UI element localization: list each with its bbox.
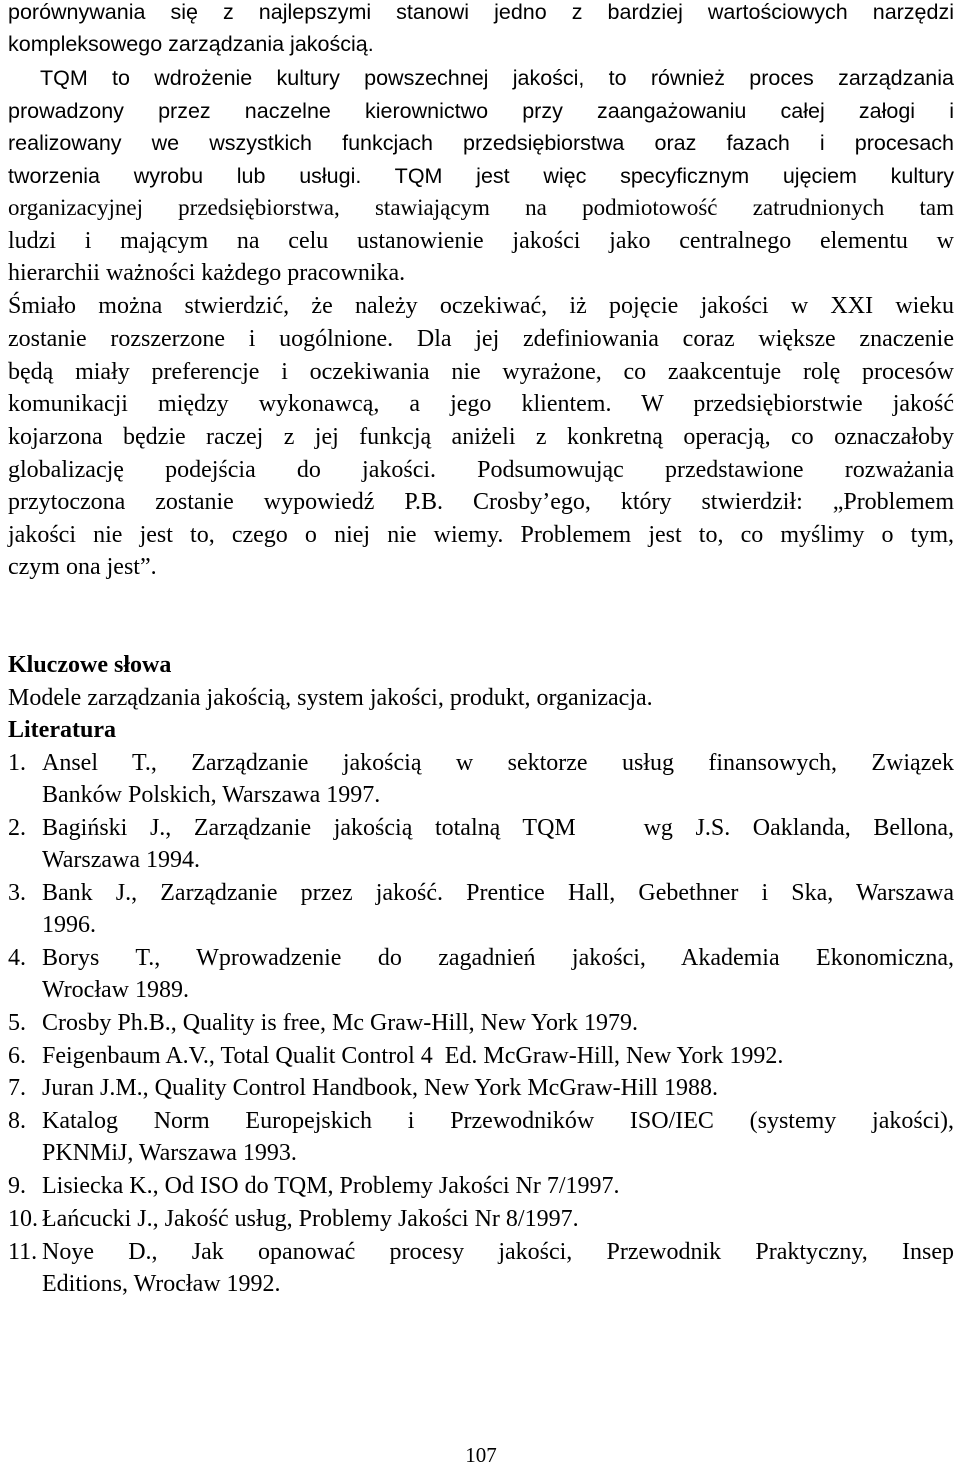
reference-number: 8. — [8, 1108, 26, 1134]
reference-number: 3. — [8, 880, 26, 906]
reference-line: Noye D., Jak opanować procesy jakości, Przewodnik Praktyczny, Insep — [42, 1239, 954, 1265]
reference-number: 7. — [8, 1075, 26, 1101]
reference-number: 11. — [8, 1239, 38, 1265]
text-line: Śmiało można stwierdzić, że należy oczekiwać, iż pojęcie jakości w XXI wieku — [8, 293, 954, 319]
text-line: TQM to wdrożenie kultury powszechnej jakości, to również proces zarządzania — [40, 66, 954, 90]
text-line: jakości nie jest to, czego o niej nie wiemy. Problemem jest to, co myślimy o tym, — [8, 522, 954, 548]
reference-line: Warszawa 1994. — [42, 847, 201, 873]
reference-line: Banków Polskich, Warszawa 1997. — [42, 782, 381, 808]
reference-number: 1. — [8, 750, 26, 776]
reference-line: Bank J., Zarządzanie przez jakość. Prentice Hall, Gebethner i Ska, Warszawa — [42, 880, 954, 906]
reference-line: Łańcucki J., Jakość usług, Problemy Jakości Nr 8/1997. — [42, 1206, 579, 1232]
reference-line: 1996. — [42, 912, 96, 938]
keywords-heading: Kluczowe słowa — [8, 652, 172, 678]
reference-line: Wrocław 1989. — [42, 977, 189, 1003]
text-line: czym ona jest”. — [8, 554, 157, 580]
text-line: ludzi i mającym na celu ustanowienie jakości jako centralnego elementu w — [8, 228, 954, 254]
text-line: kompleksowego zarządzania jakością. — [8, 32, 374, 56]
text-line: będą miały preferencje i oczekiwania nie wyrażone, co zaakcentuje rolę procesów — [8, 359, 954, 385]
text-line: prowadzony przez naczelne kierownictwo przy zaangażowaniu całej załogi i — [8, 99, 954, 123]
text-line: kojarzona będzie raczej z jej funkcją aniżeli z konkretną operacją, co oznaczałoby — [8, 424, 954, 450]
reference-number: 2. — [8, 815, 26, 841]
reference-number: 5. — [8, 1010, 26, 1036]
reference-line: Lisiecka K., Od ISO do TQM, Problemy Jakości Nr 7/1997. — [42, 1173, 620, 1199]
text-line: realizowany we wszystkich funkcjach przedsiębiorstwa oraz fazach i procesach — [8, 131, 954, 155]
keywords-text: Modele zarządzania jakością, system jakości, produkt, organizacja. — [8, 685, 653, 711]
text-line: porównywania się z najlepszymi stanowi jedno z bardziej wartościowych narzędzi — [8, 0, 954, 24]
reference-number: 9. — [8, 1173, 26, 1199]
reference-line: Crosby Ph.B., Quality is free, Mc Graw-Hill, New York 1979. — [42, 1010, 638, 1036]
reference-line: Juran J.M., Quality Control Handbook, New York McGraw-Hill 1988. — [42, 1075, 718, 1101]
text-line: komunikacji między wykonawcą, a jego klientem. W przedsiębiorstwie jakość — [8, 391, 954, 417]
text-line: zostanie rozszerzone i uogólnione. Dla jej zdefiniowania coraz większe znaczenie — [8, 326, 954, 352]
reference-number: 4. — [8, 945, 26, 971]
text-line: tworzenia wyrobu lub usługi. TQM jest więc specyficznym ujęciem kultury — [8, 164, 954, 188]
text-line: hierarchii ważności każdego pracownika. — [8, 260, 406, 286]
reference-number: 10. — [8, 1206, 38, 1232]
reference-line: Katalog Norm Europejskich i Przewodników ISO/IEC (systemy jakości), — [42, 1108, 954, 1134]
page-number: 107 — [465, 1443, 497, 1467]
reference-line: Borys T., Wprowadzenie do zagadnień jakości, Akademia Ekonomiczna, — [42, 945, 954, 971]
reference-line: Editions, Wrocław 1992. — [42, 1271, 281, 1297]
reference-line: Bagiński J., Zarządzanie jakością totalną TQM wg J.S. Oaklanda, Bellona, — [42, 815, 954, 841]
text-line: globalizację podejścia do jakości. Podsumowując przedstawione rozważania — [8, 457, 954, 483]
reference-line: Ansel T., Zarządzanie jakością w sektorze usług finansowych, Związek — [42, 750, 954, 776]
text-line: organizacyjnej przedsiębiorstwa, stawiającym na podmiotowość zatrudnionych tam — [8, 195, 954, 220]
reference-line: Feigenbaum A.V., Total Qualit Control 4 Ed. McGraw-Hill, New York 1992. — [42, 1043, 784, 1069]
reference-line: PKNMiJ, Warszawa 1993. — [42, 1140, 297, 1166]
reference-number: 6. — [8, 1043, 26, 1069]
literature-heading: Literatura — [8, 717, 116, 743]
text-line: przytoczona zostanie wypowiedź P.B. Crosby’ego, który stwierdził: „Problemem — [8, 489, 954, 515]
